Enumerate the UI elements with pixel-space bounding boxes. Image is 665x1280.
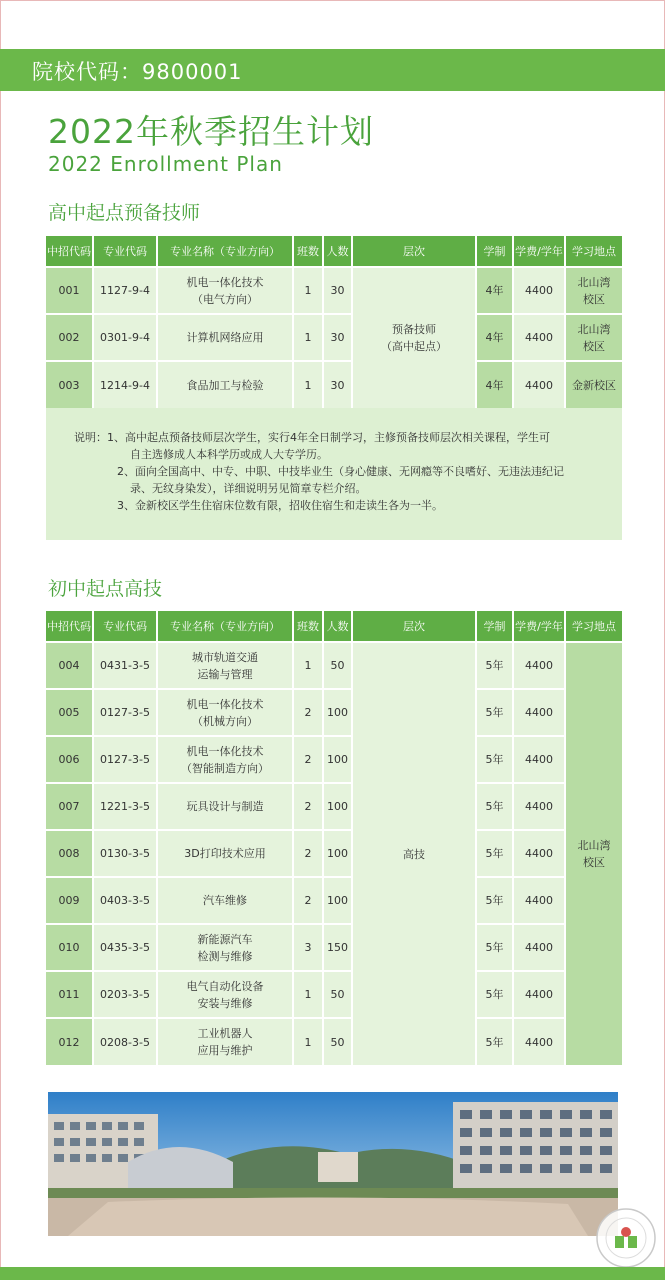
col-header-level: 层次: [352, 611, 476, 642]
table-row: [46, 830, 622, 877]
cell-major-code: 1127-9-4: [93, 267, 157, 314]
cell-years: 5年: [476, 736, 513, 783]
section2-title: 初中起点高技: [48, 578, 163, 600]
cell-code: 001: [46, 267, 93, 314]
header-bar: [0, 49, 665, 91]
page-subtitle: 2022 Enrollment Plan: [48, 152, 283, 176]
cell-students: 50: [323, 642, 352, 689]
cell-major-name: 工业机器人 应用与维护: [157, 1018, 293, 1065]
cell-level: 高技: [352, 642, 476, 1065]
cell-major-name: 电气自动化设备 安装与维修: [157, 971, 293, 1018]
table-row: [46, 971, 622, 1018]
cell-classes: 2: [293, 877, 323, 924]
col-header-major-name: 专业名称（专业方向）: [157, 236, 293, 267]
cell-classes: 1: [293, 642, 323, 689]
cell-major-name: 3D打印技术应用: [157, 830, 293, 877]
page-title: 2022年秋季招生计划: [48, 112, 374, 151]
cell-major-code: 0301-9-4: [93, 314, 157, 361]
cell-students: 30: [323, 361, 352, 408]
cell-major-code: 0130-3-5: [93, 830, 157, 877]
cell-major-code: 0208-3-5: [93, 1018, 157, 1065]
table-header-row: [46, 236, 622, 267]
cell-fee: 4400: [513, 783, 565, 830]
col-header-fee: 学费/学年: [513, 611, 565, 642]
table-row: [46, 1018, 622, 1065]
col-header-code: 中招代码: [46, 236, 93, 267]
footer-bar: [0, 1267, 665, 1280]
cell-major-name: 玩具设计与制造: [157, 783, 293, 830]
table-row: [46, 267, 622, 314]
col-header-location: 学习地点: [565, 236, 622, 267]
cell-years: 5年: [476, 642, 513, 689]
cell-classes: 3: [293, 924, 323, 971]
cell-location: 北山湾 校区: [565, 642, 622, 1065]
cell-students: 50: [323, 1018, 352, 1065]
cell-students: 30: [323, 267, 352, 314]
cell-classes: 1: [293, 971, 323, 1018]
cell-students: 100: [323, 689, 352, 736]
cell-fee: 4400: [513, 971, 565, 1018]
cell-location: 北山湾 校区: [565, 267, 622, 314]
cell-years: 5年: [476, 783, 513, 830]
table-row: [46, 783, 622, 830]
cell-major-name: 汽车维修: [157, 877, 293, 924]
table-row: [46, 736, 622, 783]
cell-code: 002: [46, 314, 93, 361]
cell-years: 5年: [476, 971, 513, 1018]
table-row: [46, 689, 622, 736]
cell-years: 4年: [476, 267, 513, 314]
cell-years: 5年: [476, 830, 513, 877]
cell-major-name: 机电一体化技术 （智能制造方向）: [157, 736, 293, 783]
cell-code: 005: [46, 689, 93, 736]
note-line: 说明：1、高中起点预备技师层次学生，实行4年全日制学习，主修预备技师层次相关课程，学生可: [74, 431, 550, 444]
cell-students: 30: [323, 314, 352, 361]
campus-photo: [48, 1092, 618, 1236]
cell-location: 北山湾 校区: [565, 314, 622, 361]
cell-students: 100: [323, 830, 352, 877]
col-header-major-code: 专业代码: [93, 236, 157, 267]
cell-code: 007: [46, 783, 93, 830]
cell-major-name: 机电一体化技术 （电气方向）: [157, 267, 293, 314]
cell-major-code: 0127-3-5: [93, 689, 157, 736]
note-line: 2、面向全国高中、中专、中职、中技毕业生（身心健康、无网瘾等不良嗜好、无违法违纪记: [117, 465, 564, 478]
cell-fee: 4400: [513, 689, 565, 736]
table-row: [46, 314, 622, 361]
cell-major-code: 0431-3-5: [93, 642, 157, 689]
cell-location: 金新校区: [565, 361, 622, 408]
cell-years: 5年: [476, 689, 513, 736]
cell-years: 4年: [476, 314, 513, 361]
school-code: 院校代码：9800001: [32, 60, 243, 84]
cell-classes: 2: [293, 689, 323, 736]
col-header-level: 层次: [352, 236, 476, 267]
col-header-students: 人数: [323, 236, 352, 267]
cell-classes: 1: [293, 267, 323, 314]
note-line: 录、无纹身染发），详细说明另见简章专栏介绍。: [130, 482, 367, 495]
cell-major-name: 计算机网络应用: [157, 314, 293, 361]
cell-level: 预备技师 （高中起点）: [352, 267, 476, 408]
cell-students: 100: [323, 736, 352, 783]
cell-fee: 4400: [513, 642, 565, 689]
col-header-students: 人数: [323, 611, 352, 642]
col-header-classes: 班数: [293, 236, 323, 267]
col-header-years: 学制: [476, 611, 513, 642]
campus-illustration: [48, 1092, 618, 1236]
cell-code: 008: [46, 830, 93, 877]
cell-fee: 4400: [513, 267, 565, 314]
cell-students: 50: [323, 971, 352, 1018]
col-header-major-name: 专业名称（专业方向）: [157, 611, 293, 642]
cell-code: 004: [46, 642, 93, 689]
col-header-classes: 班数: [293, 611, 323, 642]
cell-fee: 4400: [513, 314, 565, 361]
cell-code: 006: [46, 736, 93, 783]
cell-years: 4年: [476, 361, 513, 408]
cell-code: 009: [46, 877, 93, 924]
cell-classes: 1: [293, 1018, 323, 1065]
cell-major-code: 1214-9-4: [93, 361, 157, 408]
cell-students: 150: [323, 924, 352, 971]
cell-classes: 2: [293, 783, 323, 830]
cell-major-name: 城市轨道交通 运输与管理: [157, 642, 293, 689]
col-header-location: 学习地点: [565, 611, 622, 642]
cell-major-code: 0127-3-5: [93, 736, 157, 783]
cell-major-name: 食品加工与检验: [157, 361, 293, 408]
section2-table: [46, 611, 622, 1065]
table-row: [46, 642, 622, 689]
table-row: [46, 877, 622, 924]
cell-classes: 1: [293, 361, 323, 408]
cell-code: 012: [46, 1018, 93, 1065]
col-header-years: 学制: [476, 236, 513, 267]
table-row: [46, 924, 622, 971]
cell-code: 011: [46, 971, 93, 1018]
table-row: [46, 361, 622, 408]
cell-code: 003: [46, 361, 93, 408]
table-header-row: [46, 611, 622, 642]
cell-classes: 2: [293, 830, 323, 877]
col-header-major-code: 专业代码: [93, 611, 157, 642]
school-seal-watermark: [594, 1206, 658, 1270]
cell-fee: 4400: [513, 736, 565, 783]
cell-major-code: 0403-3-5: [93, 877, 157, 924]
col-header-fee: 学费/学年: [513, 236, 565, 267]
cell-students: 100: [323, 783, 352, 830]
cell-major-code: 0435-3-5: [93, 924, 157, 971]
cell-years: 5年: [476, 924, 513, 971]
cell-classes: 1: [293, 314, 323, 361]
cell-students: 100: [323, 877, 352, 924]
cell-years: 5年: [476, 1018, 513, 1065]
cell-fee: 4400: [513, 924, 565, 971]
cell-fee: 4400: [513, 1018, 565, 1065]
cell-major-name: 新能源汽车 检测与维修: [157, 924, 293, 971]
cell-fee: 4400: [513, 877, 565, 924]
seal-icon: [594, 1206, 658, 1270]
note-line: 3、金新校区学生住宿床位数有限，招收住宿生和走读生各为一半。: [117, 499, 443, 512]
notes-box: [46, 408, 622, 540]
cell-major-name: 机电一体化技术 （机械方向）: [157, 689, 293, 736]
note-line: 自主选修成人本科学历或成人大专学历。: [130, 448, 328, 461]
col-header-code: 中招代码: [46, 611, 93, 642]
cell-code: 010: [46, 924, 93, 971]
cell-fee: 4400: [513, 361, 565, 408]
section1-table: [46, 236, 622, 408]
cell-years: 5年: [476, 877, 513, 924]
cell-fee: 4400: [513, 830, 565, 877]
cell-classes: 2: [293, 736, 323, 783]
cell-major-code: 1221-3-5: [93, 783, 157, 830]
section1-title: 高中起点预备技师: [48, 202, 201, 224]
cell-major-code: 0203-3-5: [93, 971, 157, 1018]
